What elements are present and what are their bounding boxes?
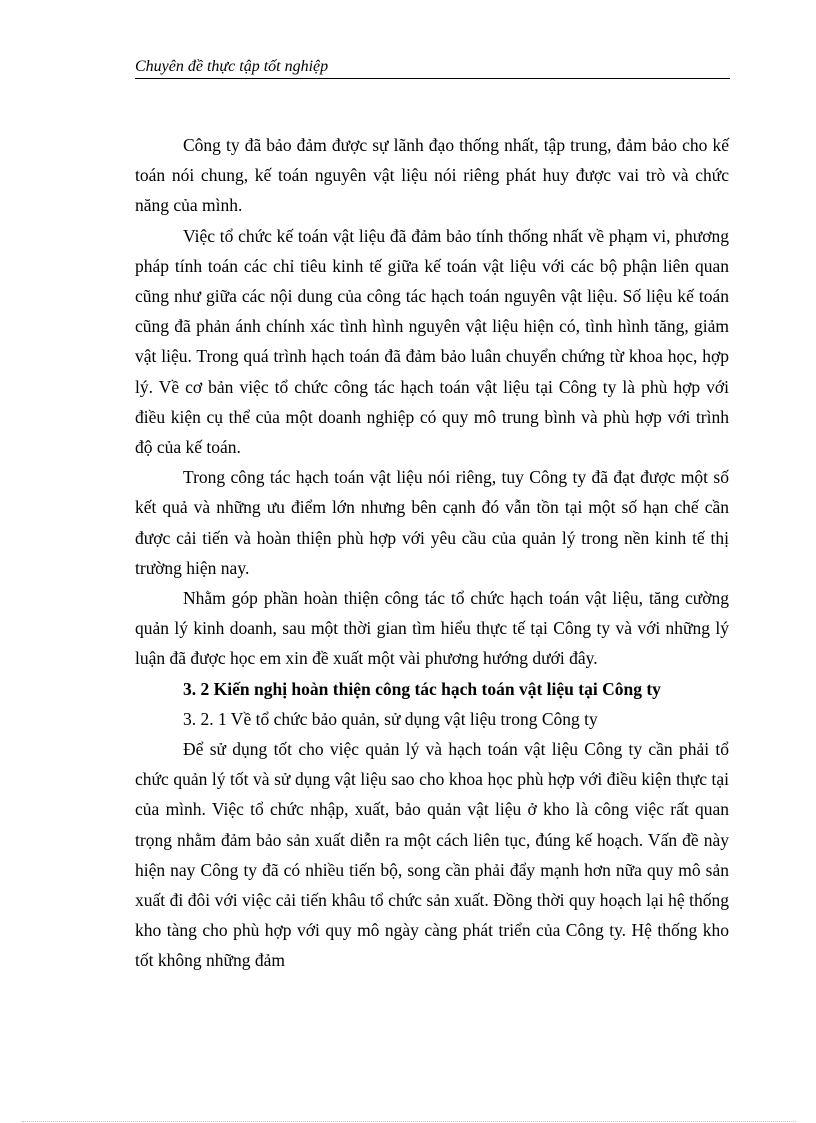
paragraph-4: Nhằm góp phần hoàn thiện công tác tổ chức hạch toán vật liệu, tăng cường quản lý kinh doanh, sau một thời gian tìm hiểu thực tế tại Công ty và với những lý luận đã được học em xin đề xuất một vài phương hướng dưới đây.	[135, 588, 729, 669]
paragraph-1: Công ty đã bảo đảm được sự lãnh đạo thống nhất, tập trung, đảm bảo cho kế toán nói chung, kế toán nguyên vật liệu nói riêng phát huy được vai trò và chức năng của mình.	[135, 135, 729, 216]
paragraph-5: Để sử dụng tốt cho việc quản lý và hạch toán vật liệu Công ty cần phải tổ chức quản lý tốt và sử dụng vật liệu sao cho khoa học phù hợp với điều kiện thực tại của mình. Việc tổ chức nhập, xuất, bảo quản vật liệu ở kho là công việc rất quan trọng nhằm đảm bảo sản xuất diễn ra một cách liên tục, đúng kế hoạch. Vấn đề này hiện nay Công ty đã có nhiều tiến bộ, song cần phải đẩy mạnh hơn nữa quy mô sản xuất đi đôi với việc cải tiến khâu tổ chức sản xuất. Đồng thời quy hoạch lại hệ thống kho tàng cho phù hợp với quy mô ngày càng phát triển của Công ty. Hệ thống kho tốt không những đảm	[135, 739, 729, 971]
subsection-heading: 3. 2. 1 Về tổ chức bảo quản, sử dụng vật liệu trong Công ty	[183, 708, 598, 729]
section-heading: 3. 2 Kiến nghị hoàn thiện công tác hạch toán vật liệu tại Công ty	[183, 678, 661, 699]
paragraph-2: Việc tổ chức kế toán vật liệu đã đảm bảo tính thống nhất về phạm vi, phương pháp tính toán các chỉ tiêu kinh tế giữa kế toán vật liệu với các bộ phận liên quan cũng như giữa các nội dung của công tác hạch toán nguyên vật liệu. Số liệu kế toán cũng đã phản ánh chính xác tình hình nguyên vật liệu hiện có, tình hình tăng, giảm vật liệu. Trong quá trình hạch toán đã đảm bảo luân chuyển chứng từ khoa học, hợp lý. Về cơ bản việc tổ chức công tác hạch toán vật liệu tại Công ty là phù hợp với điều kiện cụ thể của một doanh nghiệp có quy mô trung bình và phù hợp với trình độ của kế toán.	[135, 225, 729, 458]
header-title: Chuyên đề thực tập tốt nghiệp	[135, 58, 329, 75]
page-header	[135, 58, 730, 79]
paragraph-3: Trong công tác hạch toán vật liệu nói riêng, tuy Công ty đã đạt được một số kết quả và những ưu điểm lớn nhưng bên cạnh đó vẫn tồn tại một số hạn chế cần được cải tiến và hoàn thiện phù hợp với yêu cầu của quản lý trong nền kinh tế thị trường hiện nay.	[135, 467, 729, 578]
page-bottom-divider	[22, 1121, 796, 1122]
document-body	[135, 130, 729, 976]
